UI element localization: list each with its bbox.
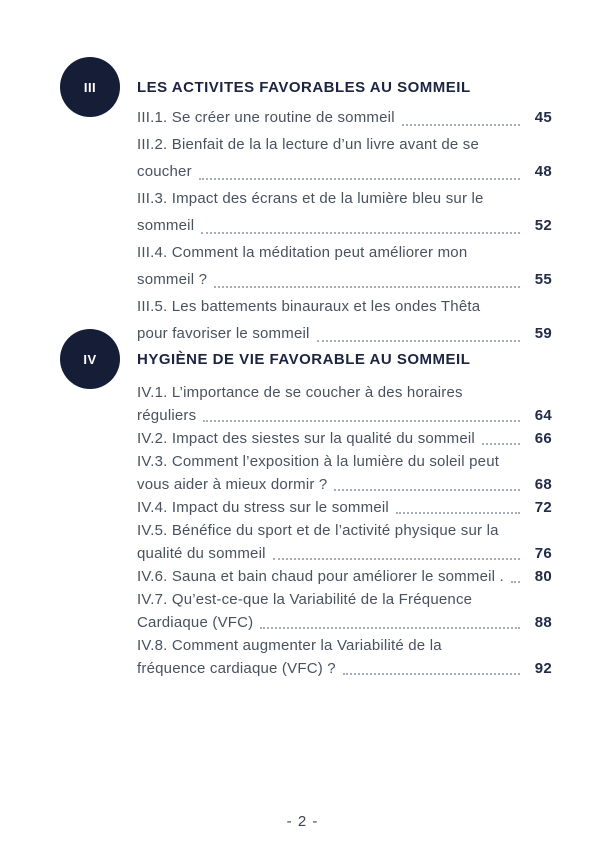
- toc-entry[interactable]: [137, 588, 552, 634]
- toc-entry-line: IV.5. Bénéfice du sport et de l’activité physique sur la: [137, 522, 499, 539]
- section-number-label: III: [83, 79, 97, 95]
- dot-leader: [273, 558, 520, 560]
- toc-entry[interactable]: [137, 131, 552, 185]
- toc-entry-line: III.4. Comment la méditation peut améliorer mon: [137, 244, 468, 261]
- toc-entry[interactable]: [137, 381, 552, 427]
- toc-entry-page-number: 52: [534, 217, 552, 234]
- toc-entry-page-number: 92: [534, 660, 552, 677]
- toc-entry-line: IV.1. L’importance de se coucher à des horaires: [137, 384, 463, 401]
- toc-entry[interactable]: [137, 185, 552, 239]
- section-number-label: IV: [83, 351, 97, 367]
- page-number-footer: - 2 -: [286, 813, 319, 830]
- toc-entry-page-number: 64: [534, 407, 552, 424]
- toc-entry[interactable]: [137, 427, 552, 450]
- dot-leader: [260, 627, 520, 629]
- toc-entry-page-number: 45: [534, 109, 552, 126]
- section-number-badge: [60, 329, 120, 389]
- toc-entry[interactable]: [137, 565, 552, 588]
- section-number-badge: [60, 57, 120, 117]
- toc-entry-lastline: [137, 542, 552, 565]
- toc-entry[interactable]: [137, 239, 552, 293]
- toc-entry-lastline: [137, 266, 552, 293]
- toc-entry-line: IV.7. Qu’est-ce-que la Variabilité de la Fréquence: [137, 591, 473, 608]
- toc-entry[interactable]: [137, 634, 552, 680]
- toc-entry-lastline: [137, 611, 552, 634]
- section-header: [60, 329, 552, 389]
- dot-leader: [214, 286, 520, 288]
- toc-entry[interactable]: [137, 519, 552, 565]
- toc-entry-text: qualité du sommeil: [137, 545, 266, 562]
- toc-entry-text: réguliers: [137, 407, 197, 424]
- toc-entry-page-number: 48: [534, 163, 552, 180]
- dot-leader: [396, 512, 520, 514]
- section-entries: [137, 381, 552, 680]
- section-entries: [137, 104, 552, 347]
- dot-leader: [203, 420, 520, 422]
- toc-entry-page-number: 55: [534, 271, 552, 288]
- toc-entry-text: vous aider à mieux dormir ?: [137, 476, 328, 493]
- toc-entry-page-number: 72: [534, 499, 552, 516]
- toc-entry-lastline: [137, 404, 552, 427]
- toc-entry-line: III.5. Les battements binauraux et les ondes Thêta: [137, 298, 481, 315]
- toc-entry-lastline: [137, 212, 552, 239]
- toc-entry-text: coucher: [137, 163, 192, 180]
- toc-entry-text: IV.4. Impact du stress sur le sommeil: [137, 499, 389, 516]
- toc-entry[interactable]: [137, 450, 552, 496]
- toc-entry-lastline: [137, 565, 552, 588]
- toc-entry-page-number: 80: [534, 568, 552, 585]
- toc-entry-line: III.3. Impact des écrans et de la lumière bleu sur le: [137, 190, 484, 207]
- toc-entry-page-number: 88: [534, 614, 552, 631]
- toc-entry-text: pour favoriser le sommeil: [137, 325, 310, 342]
- section-heading: LES ACTIVITES FAVORABLES AU SOMMEIL: [137, 78, 471, 96]
- dot-leader: [334, 489, 520, 491]
- dot-leader: [201, 232, 520, 234]
- toc-entry-lastline: [137, 104, 552, 131]
- toc-entry-text: sommeil: [137, 217, 195, 234]
- dot-leader: [343, 673, 520, 675]
- dot-leader: [511, 581, 520, 583]
- toc-entry-text: IV.2. Impact des siestes sur la qualité du sommeil: [137, 430, 475, 447]
- toc-entry-lastline: [137, 657, 552, 680]
- toc-entry-lastline: [137, 427, 552, 450]
- toc-entry[interactable]: [137, 104, 552, 131]
- toc-entry-line: IV.3. Comment l’exposition à la lumière du soleil peut: [137, 453, 500, 470]
- toc-entry-line: III.2. Bienfait de la la lecture d’un livre avant de se: [137, 136, 480, 153]
- toc-entry-page-number: 66: [534, 430, 552, 447]
- toc-entry-lastline: [137, 473, 552, 496]
- toc-entry-text: sommeil ?: [137, 271, 208, 288]
- toc-entry-page-number: 76: [534, 545, 552, 562]
- toc-section-iii: [60, 57, 552, 342]
- toc-entry-text: IV.6. Sauna et bain chaud pour améliorer le sommeil .: [137, 568, 504, 585]
- dot-leader: [402, 124, 520, 126]
- toc-entry-text: III.1. Se créer une routine de sommeil: [137, 109, 395, 126]
- toc-entry-lastline: [137, 158, 552, 185]
- dot-leader: [482, 443, 520, 445]
- toc-entry-text: Cardiaque (VFC): [137, 614, 254, 631]
- toc-entry-page-number: 59: [534, 325, 552, 342]
- toc-entry-page-number: 68: [534, 476, 552, 493]
- toc-entry-text: fréquence cardiaque (VFC) ?: [137, 660, 336, 677]
- toc-entry-lastline: [137, 496, 552, 519]
- toc-entry-line: IV.8. Comment augmenter la Variabilité de la: [137, 637, 442, 654]
- dot-leader: [199, 178, 520, 180]
- toc-entry[interactable]: [137, 496, 552, 519]
- toc-section-iv: [60, 329, 552, 677]
- section-heading: HYGIÈNE DE VIE FAVORABLE AU SOMMEIL: [137, 350, 471, 368]
